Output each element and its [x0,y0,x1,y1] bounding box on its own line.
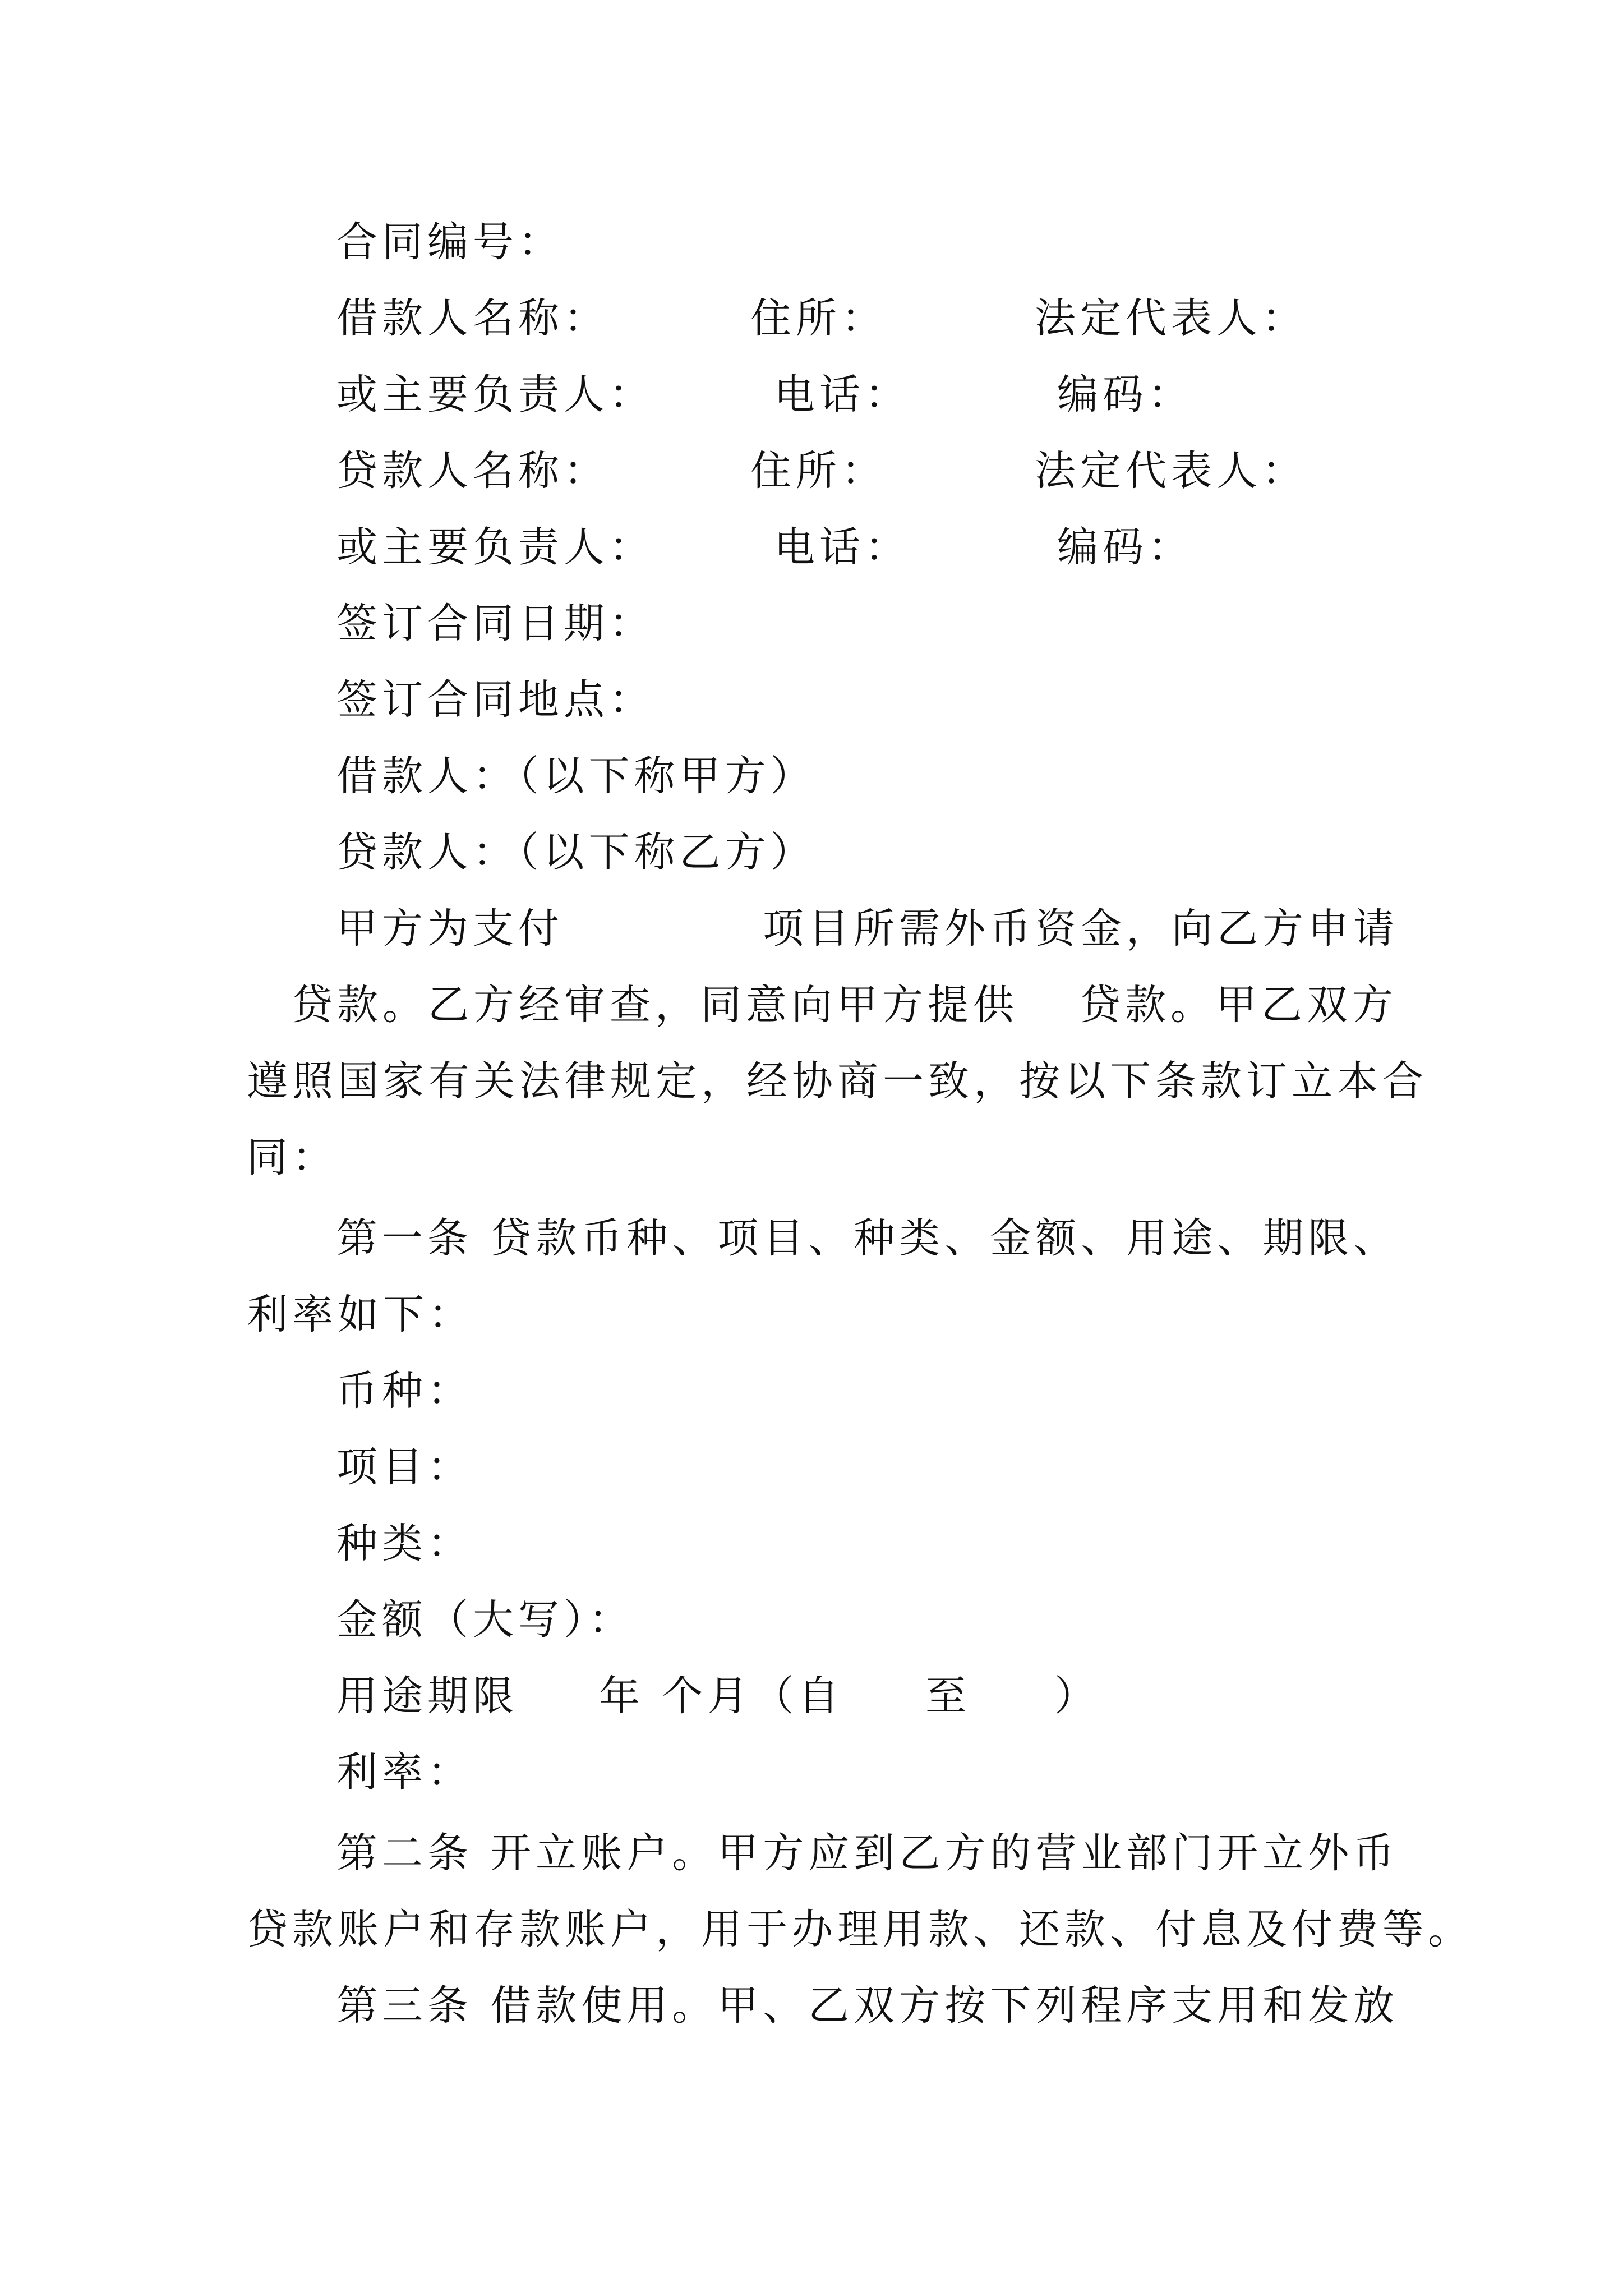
intro-line3: 遵照国家有关法律规定，经协商一致，按以下条款订立本合 [247,1057,1428,1105]
article3-line1: 第三条 借款使用。甲、乙双方按下列程序支用和发放 [336,1982,1399,2030]
article1-heading: 第一条 贷款币种、项目、种类、金额、用途、期限、 [336,1214,1399,1262]
term-label: 用途期限 [336,1672,518,1720]
article1-heading-cont: 利率如下： [247,1291,474,1338]
intro-line1-part-a: 甲方为支付 [336,905,564,953]
intro-line1-part-b: 项目所需外币资金，向乙方申请 [763,905,1399,953]
borrower-legal-rep-label: 法定代表人： [1035,295,1307,342]
project-label: 项目： [336,1443,473,1491]
currency-label: 币种： [336,1367,473,1415]
term-close-paren: ） [1054,1672,1100,1720]
article2-line1: 第二条 开立账户。甲方应到乙方的营业部门开立外币 [336,1829,1399,1877]
lender-name-label: 贷款人名称： [336,447,609,495]
contract-number-label: 合同编号： [336,218,564,266]
lender-address-label: 住所： [750,447,887,495]
lender-legal-rep-label: 法定代表人： [1035,447,1307,495]
borrower-manager-label: 或主要负责人： [336,371,654,418]
borrower-address-label: 住所： [750,295,887,342]
lender-manager-label: 或主要负责人： [336,523,654,571]
type-label: 种类： [336,1520,473,1567]
borrower-code-label: 编码： [1057,371,1193,418]
intro-line2-part-a: 贷款。乙方经审查，同意向甲方提供 [292,981,1018,1029]
term-to: 至 [925,1672,971,1720]
rate-label: 利率： [336,1749,473,1796]
article2-line2: 贷款账户和存款账户，用于办理用款、还款、付息及付费等。 [247,1906,1473,1953]
signing-place-label: 签订合同地点： [336,676,654,724]
term-years-months: 年 个月（自 [599,1672,844,1720]
lender-phone-label: 电话： [774,523,910,571]
intro-line4: 同： [247,1134,338,1181]
borrower-phone-label: 电话： [774,371,910,418]
party-b-definition: 贷款人：（以下称乙方） [336,829,816,876]
lender-code-label: 编码： [1057,523,1193,571]
intro-line2-part-b: 贷款。甲乙双方 [1080,981,1398,1029]
signing-date-label: 签订合同日期： [336,600,654,647]
borrower-name-label: 借款人名称： [336,295,609,342]
party-a-definition: 借款人：（以下称甲方） [336,752,816,800]
amount-label: 金额（大写）： [336,1596,634,1644]
